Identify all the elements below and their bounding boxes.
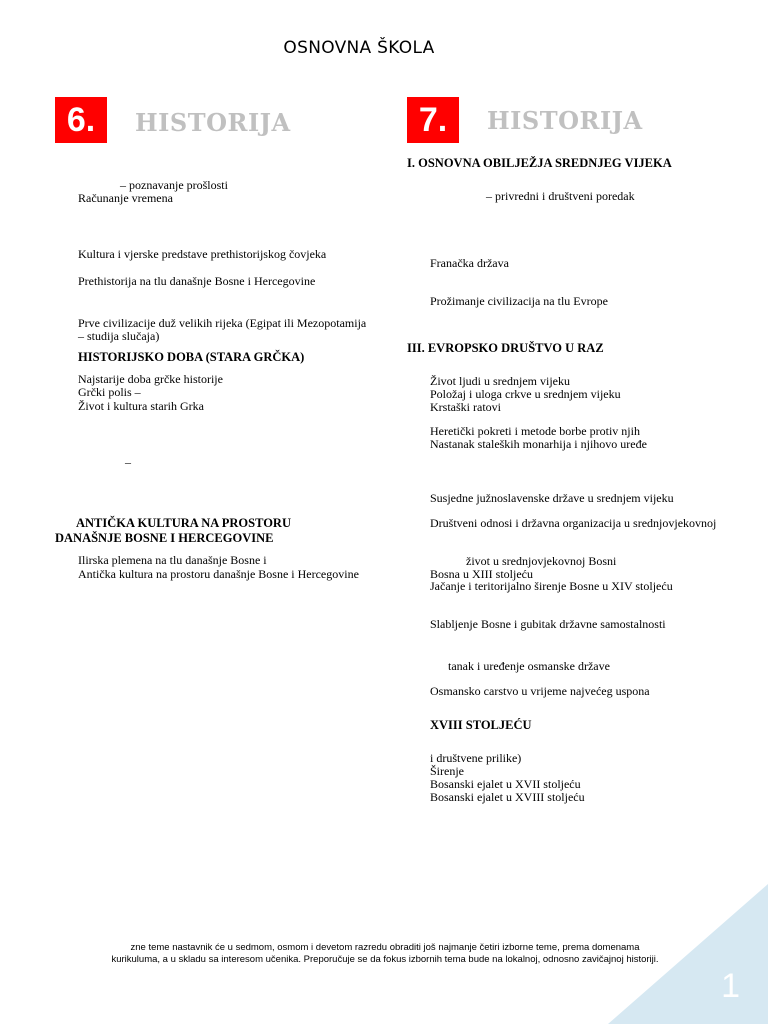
left-line: Život i kultura starih Grka <box>78 399 204 413</box>
grade-6-badge: 6. <box>55 97 107 143</box>
page-title: OSNOVNA ŠKOLA <box>283 38 435 58</box>
left-heading: HISTORIJSKO DOBA (STARA GRČKA) <box>78 350 305 364</box>
right-line: Slabljenje Bosne i gubitak državne samostalnosti <box>430 617 666 631</box>
right-line: Franačka država <box>430 256 509 270</box>
left-line: Računanje vremena <box>78 191 173 205</box>
right-heading: III. EVROPSKO DRUŠTVO U RAZ <box>407 341 604 355</box>
left-line: Kultura i vjerske predstave prethistorijskog čovjeka <box>78 247 327 261</box>
right-line: Položaj i uloga crkve u srednjem vijeku <box>430 387 621 401</box>
right-line: Bosna u XIII stoljeću <box>430 567 533 581</box>
right-line: Život ljudi u srednjem vijeku <box>430 374 570 388</box>
right-line: Susjedne južnoslavenske države u srednjem vijeku <box>430 491 674 505</box>
right-line: Bosanski ejalet u XVII stoljeću <box>430 777 581 791</box>
left-line: – <box>125 455 131 469</box>
right-line: tanak i uređenje osmanske države <box>448 659 610 673</box>
page-number: 1 <box>721 967 740 1005</box>
footer-line: zne teme nastavnik će u sedmom, osmom i devetom razredu obraditi još najmanje četiri izborne teme, prema domenama <box>130 942 640 953</box>
left-line: – studija slučaja) <box>78 329 160 343</box>
right-line: život u srednjovjekovnoj Bosni <box>466 554 617 568</box>
right-line: Heretički pokreti i metode borbe protiv njih <box>430 424 640 438</box>
left-line: Prve civilizacije duž velikih rijeka (Egipat ili Mezopotamija <box>78 316 367 330</box>
right-line: Jačanje i teritorijalno širenje Bosne u XIV stoljeću <box>430 579 673 593</box>
grade-7-subject: HISTORIJA <box>487 106 643 135</box>
grade-7-badge: 7. <box>407 97 459 143</box>
footer-line: kurikuluma, a u skladu sa interesom učenika. Preporučuje se da fokus izbornih tema bude na lokalnoj, odnosno zavičajnoj historiji. <box>111 954 659 965</box>
left-line: Grčki polis – <box>78 385 141 399</box>
left-line: Najstarije doba grčke historije <box>78 372 223 386</box>
right-line: Društveni odnosi i državna organizacija u srednjovjekovnoj <box>430 516 717 530</box>
left-line: Ilirska plemena na tlu današnje Bosne i <box>78 553 267 567</box>
right-line: i društvene prilike) <box>430 751 522 765</box>
right-line: Bosanski ejalet u XVIII stoljeću <box>430 790 585 804</box>
right-line: Nastanak staleških monarhija i njihovo uređe <box>430 437 647 451</box>
right-heading: I. OSNOVNA OBILJEŽJA SREDNJEG VIJEKA <box>407 156 672 170</box>
corner-triangle-decoration <box>608 884 768 1024</box>
right-heading: XVIII STOLJEĆU <box>430 718 532 732</box>
right-line: – privredni i društveni poredak <box>486 189 635 203</box>
left-line: Prethistorija na tlu današnje Bosne i Hercegovine <box>78 274 316 288</box>
left-line: Antička kultura na prostoru današnje Bosne i Hercegovine <box>78 567 359 581</box>
left-heading: ANTIČKA KULTURA NA PROSTORU <box>76 516 291 530</box>
right-line: Krstaški ratovi <box>430 400 501 414</box>
left-heading: DANAŠNJE BOSNE I HERCEGOVINE <box>55 531 274 545</box>
right-line: Prožimanje civilizacija na tlu Evrope <box>430 294 608 308</box>
left-line: – poznavanje prošlosti <box>120 178 228 192</box>
right-line: Širenje <box>430 764 464 778</box>
right-line: Osmansko carstvo u vrijeme najvećeg uspona <box>430 684 650 698</box>
grade-6-subject: HISTORIJA <box>135 108 291 137</box>
